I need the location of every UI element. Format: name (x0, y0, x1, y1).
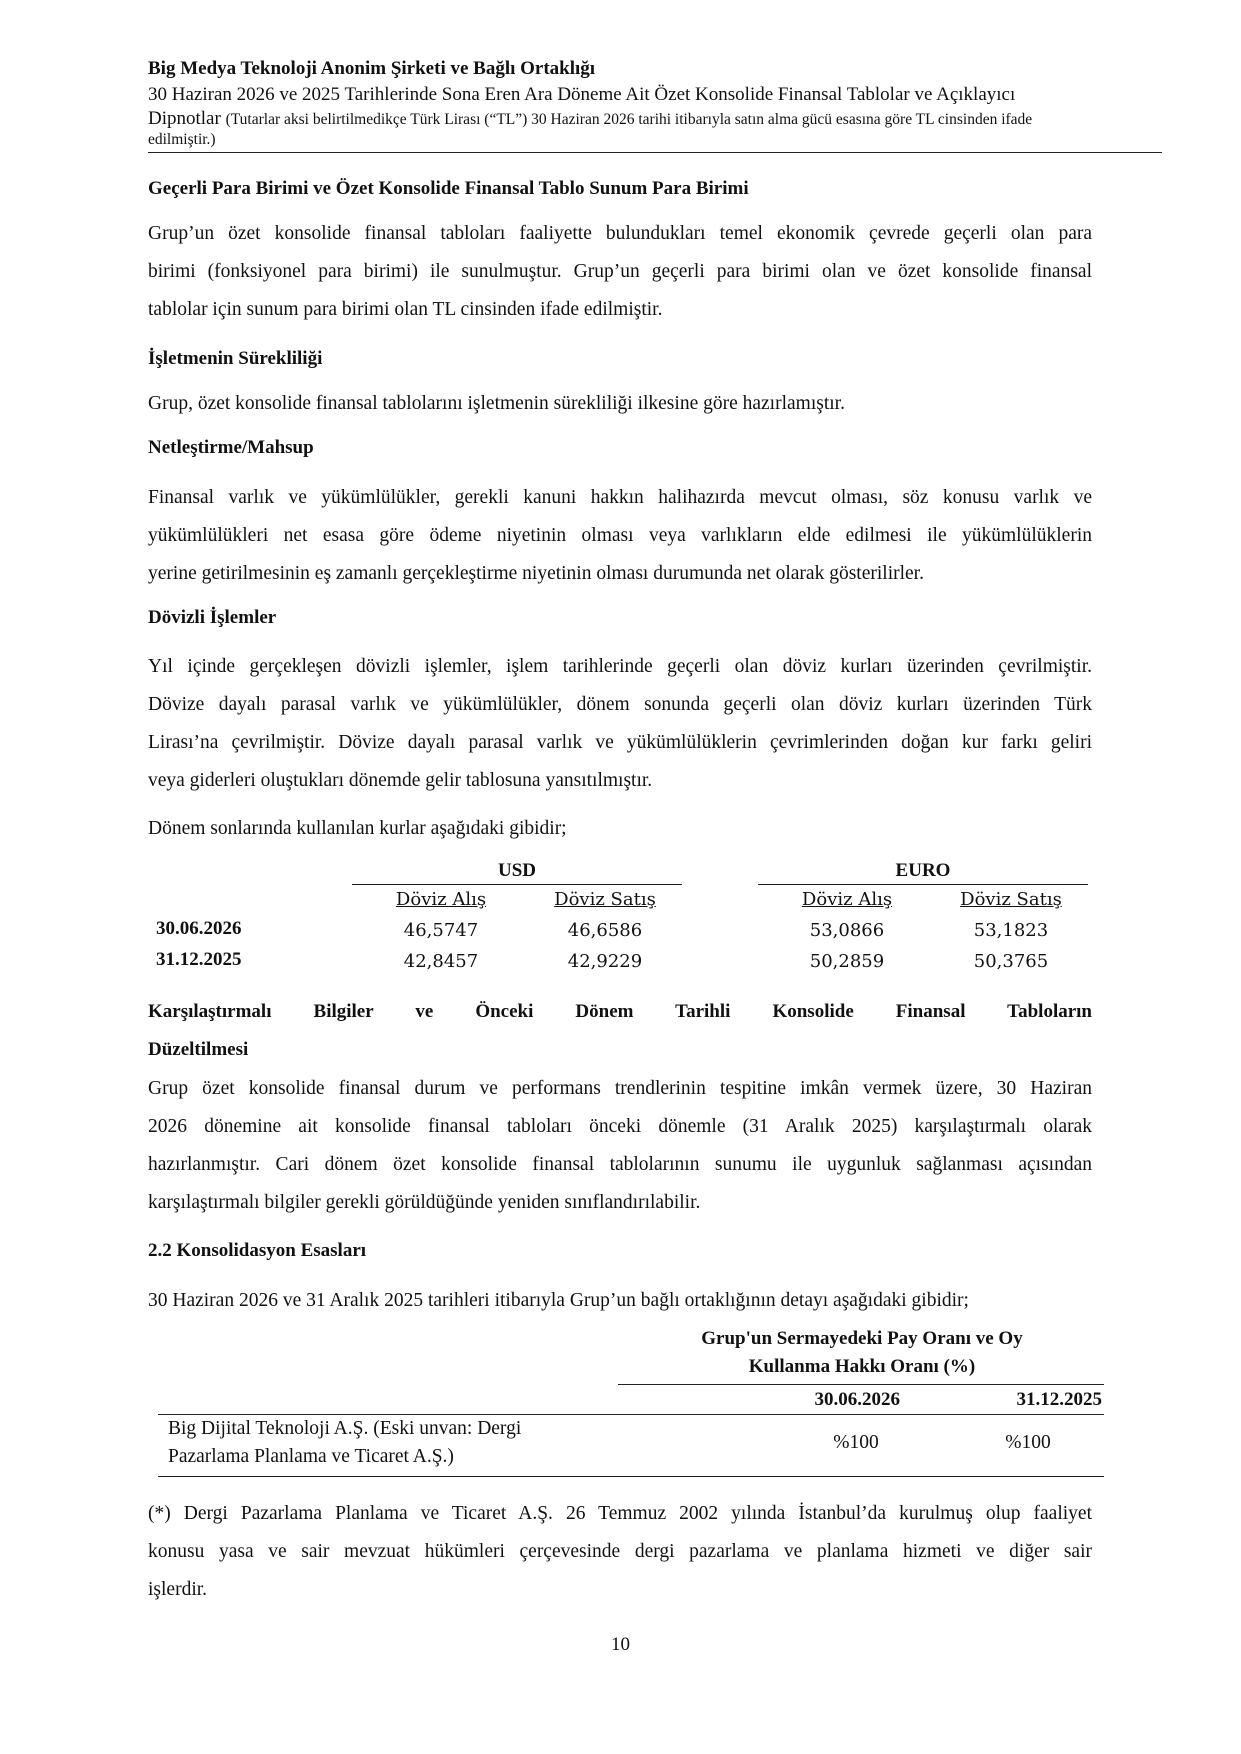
footnote-line: konusu yasa ve sair mevzuat hükümleri çerçevesinde dergi pazarlama ve planlama hizmeti ve diğer sair (148, 1541, 1092, 1562)
sub-table-bottom-rule (158, 1476, 1104, 1477)
heading-fx: Dövizli İşlemler (148, 607, 277, 628)
fx-value: 53,0866 (809, 920, 885, 941)
para-line: Dövize dayalı parasal varlık ve yükümlülükler, dönem sonunda geçerli olan döviz kurları üzerinden Türk (148, 694, 1092, 715)
fx-row-date: 30.06.2026 (156, 918, 242, 939)
para-line: yerine getirilmesinin eş zamanlı gerçekleştirme niyetinin olması durumunda net olarak gösterilirler. (148, 563, 924, 584)
sub-table-date: 31.12.2025 (1016, 1389, 1102, 1410)
heading-comparative-cont: Düzeltilmesi (148, 1039, 249, 1060)
fx-group-usd-rule (352, 884, 682, 885)
fx-value: 42,9229 (567, 951, 643, 972)
header-dipnotlar: Dipnotlar (148, 108, 221, 129)
sub-table-value: %100 (833, 1432, 879, 1453)
header-company: Big Medya Teknoloji Anonim Şirketi ve Bağlı Ortaklığı (148, 58, 596, 79)
para-line: tablolar için sunum para birimi olan TL cinsinden ifade edilmiştir. (148, 299, 663, 320)
heading-consolidation: 2.2 Konsolidasyon Esasları (148, 1240, 367, 1261)
heading-comparative: Karşılaştırmalı Bilgiler ve Önceki Dönem Tarihli Konsolide Finansal Tabloların (148, 1001, 1092, 1022)
fx-value: 42,8457 (403, 951, 479, 972)
fx-group-usd: USD (497, 860, 536, 881)
fx-value: 46,5747 (403, 920, 479, 941)
fx-value: 46,6586 (567, 920, 643, 941)
heading-currency: Geçerli Para Birimi ve Özet Konsolide Finansal Tablo Sunum Para Birimi (148, 178, 749, 199)
sub-table-row-top-rule (158, 1414, 1104, 1415)
fx-col-header: Döviz Alış (395, 889, 487, 910)
para-line: Grup özet konsolide finansal durum ve performans trendlerinin tespitine imkân vermek üzere, 30 Haziran (148, 1078, 1092, 1099)
footnote-line: (*) Dergi Pazarlama Planlama ve Ticaret A.Ş. 26 Temmuz 2002 yılında İstanbul’da kurulmuş olup faaliyet (148, 1503, 1092, 1524)
fx-group-euro: EURO (895, 860, 951, 881)
sub-table-header-rule (618, 1384, 1104, 1385)
para-line: veya giderleri oluştukları dönemde gelir tablosuna yansıtılmıştır. (148, 770, 653, 791)
sub-table-header: Grup'un Sermayedeki Pay Oranı ve Oy (701, 1328, 1023, 1349)
fx-group-euro-rule (758, 884, 1088, 885)
fx-value: 50,2859 (809, 951, 885, 972)
para-line: Grup’un özet konsolide finansal tabloları faaliyette bulundukları temel ekonomik çevrede geçerli olan para (148, 223, 1092, 244)
footnote-line: işlerdir. (148, 1579, 208, 1600)
page-number: 10 (611, 1634, 630, 1655)
para-line: karşılaştırmalı bilgiler gerekli görüldüğünde yeniden sınıflandırılabilir. (148, 1192, 701, 1213)
sub-table-company-cont: Pazarlama Planlama ve Ticaret A.Ş.) (168, 1446, 454, 1467)
header-subtitle: 30 Haziran 2026 ve 2025 Tarihlerinde Sona Eren Ara Döneme Ait Özet Konsolide Finansal Tablolar ve Açıklayıcı (148, 84, 1016, 105)
fx-col-header: Döviz Alış (801, 889, 893, 910)
consolidation-intro: 30 Haziran 2026 ve 31 Aralık 2025 tarihleri itibarıyla Grup’un bağlı ortaklığının detayı aşağıdaki gibidir; (148, 1290, 969, 1311)
para-line: hazırlanmıştır. Cari dönem özet konsolide finansal tablolarının sunumu ile uygunluk sağlanması açısından (148, 1154, 1092, 1175)
heading-going-concern: İşletmenin Sürekliliği (148, 348, 323, 369)
fx-row-date: 31.12.2025 (156, 949, 242, 970)
header-note: (Tutarlar aksi belirtilmedikçe Türk Lirası (“TL”) 30 Haziran 2026 tarihi itibarıyla satın alma gücü esasına göre TL cinsinden ifade (225, 111, 1033, 128)
sub-table-value: %100 (1005, 1432, 1051, 1453)
fx-col-header: Döviz Satış (960, 889, 1062, 910)
para-line: Lirası’na çevrilmiştir. Dövize dayalı parasal varlık ve yükümlülüklerin çevrimlerinden doğan kur farkı geliri (148, 732, 1092, 753)
fx-intro: Dönem sonlarında kullanılan kurlar aşağıdaki gibidir; (148, 818, 567, 839)
header-subtitle-line3 (148, 108, 1032, 130)
header-note-end: edilmiştir.) (148, 131, 216, 148)
sub-table-company: Big Dijital Teknoloji A.Ş. (Eski unvan: Dergi (168, 1418, 522, 1439)
sub-table-date: 30.06.2026 (814, 1389, 900, 1410)
para-line: Finansal varlık ve yükümlülükler, gerekli kanuni hakkın halihazırda mevcut olması, söz konusu varlık ve (148, 487, 1092, 508)
para-line: Yıl içinde gerçekleşen dövizli işlemler, işlem tarihlerinde geçerli olan döviz kurları üzerinden çevrilmiştir. (148, 656, 1092, 677)
para-line: Grup, özet konsolide finansal tablolarını işletmenin sürekliliği ilkesine göre hazırlamıştır. (148, 393, 845, 414)
fx-value: 50,3765 (973, 951, 1049, 972)
para-line: birimi (fonksiyonel para birimi) ile sunulmuştur. Grup’un geçerli para birimi olan ve özet konsolide finansal (148, 261, 1092, 282)
para-line: 2026 dönemine ait konsolide finansal tabloları önceki dönemle (31 Aralık 2025) karşılaştırmalı olarak (148, 1116, 1092, 1137)
header-divider (148, 152, 1162, 153)
sub-table-header-cont: Kullanma Hakkı Oranı (%) (748, 1356, 976, 1377)
heading-offsetting: Netleştirme/Mahsup (148, 437, 314, 458)
fx-col-header: Döviz Satış (554, 889, 656, 910)
fx-value: 53,1823 (973, 920, 1049, 941)
para-line: yükümlülükleri net esasa göre ödeme niyetinin olması veya varlıkların elde edilmesi ile yükümlülüklerin (148, 525, 1092, 546)
